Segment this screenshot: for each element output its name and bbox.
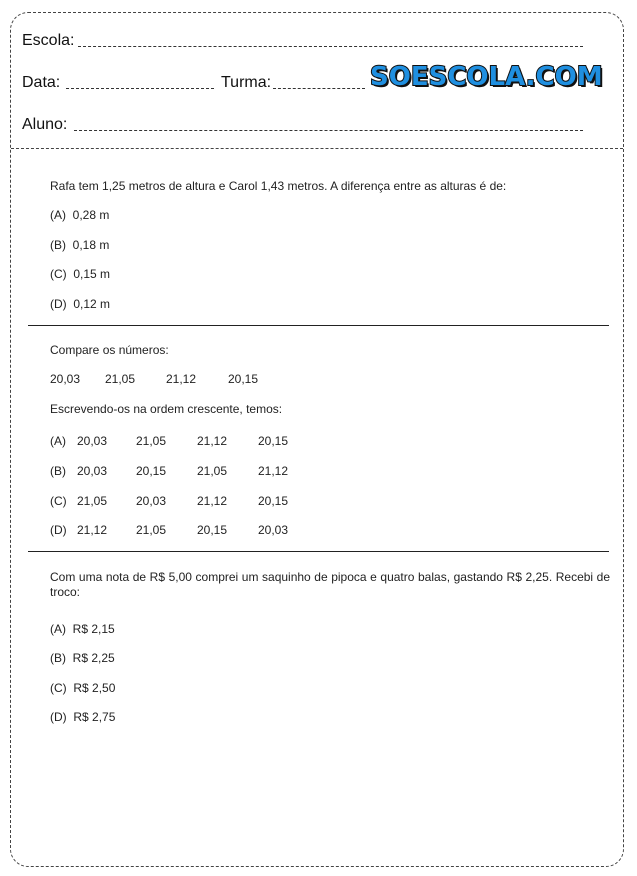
option-value: 20,15 [136, 464, 167, 478]
option-value: 21,12 [197, 434, 228, 448]
option-value: 20,15 [258, 434, 289, 448]
q2-prompt: Compare os números: [50, 343, 169, 357]
student-label: Aluno: [22, 116, 68, 133]
school-fill-line[interactable] [78, 46, 583, 47]
q3-option-c [50, 681, 115, 695]
option-value: 0,12 m [73, 297, 111, 311]
q1-option-a [50, 208, 109, 222]
q2-number: 21,05 [105, 372, 136, 386]
option-value: 21,05 [136, 523, 167, 537]
date-fill-line[interactable] [66, 88, 214, 89]
option-letter: (C) [50, 681, 67, 695]
option-value: R$ 2,75 [73, 710, 116, 724]
class-fill-line[interactable] [273, 88, 365, 89]
option-value: R$ 2,25 [72, 651, 115, 665]
option-letter: (C) [50, 494, 67, 508]
option-value: 20,03 [258, 523, 289, 537]
option-value: 21,05 [197, 464, 228, 478]
option-letter: (B) [50, 238, 66, 252]
q1-option-d [50, 297, 110, 311]
date-label: Data: [22, 74, 61, 91]
q3-option-b [50, 651, 115, 665]
site-logo: SOESCOLA.COM [370, 62, 603, 92]
option-value: 21,12 [258, 464, 289, 478]
option-value: 20,15 [258, 494, 289, 508]
q1-option-c [50, 267, 110, 281]
option-letter: (A) [50, 622, 66, 636]
option-value: 0,18 m [72, 238, 110, 252]
q1-prompt: Rafa tem 1,25 metros de altura e Carol 1,43 metros. A diferença entre as alturas é de: [50, 179, 507, 193]
option-value: 20,15 [197, 523, 228, 537]
option-value: 21,12 [77, 523, 108, 537]
option-letter: (A) [50, 208, 66, 222]
option-value: 20,03 [77, 464, 108, 478]
q3-option-d [50, 710, 115, 724]
option-value: R$ 2,50 [73, 681, 116, 695]
q3-prompt: Com uma nota de R$ 5,00 comprei um saquinho de pipoca e quatro balas, gastando R$ 2,25. Recebi de troco: [50, 570, 610, 599]
option-value: R$ 2,15 [72, 622, 115, 636]
q2-number: 20,03 [50, 372, 81, 386]
option-value: 21,12 [197, 494, 228, 508]
question-divider [28, 325, 609, 326]
q1-option-b [50, 238, 109, 252]
option-value: 0,15 m [73, 267, 111, 281]
q2-number: 20,15 [228, 372, 259, 386]
option-letter: (D) [50, 523, 67, 537]
option-letter: (D) [50, 710, 67, 724]
option-value: 20,03 [77, 434, 108, 448]
q3-option-a [50, 622, 115, 636]
student-fill-line[interactable] [74, 130, 583, 131]
option-letter: (C) [50, 267, 67, 281]
option-value: 21,05 [77, 494, 108, 508]
school-label: Escola: [22, 32, 75, 49]
header-divider [11, 148, 623, 149]
option-letter: (A) [50, 434, 66, 448]
question-divider [28, 551, 609, 552]
class-label: Turma: [221, 74, 272, 91]
q2-instruction: Escrevendo-os na ordem crescente, temos: [50, 402, 283, 416]
q2-number: 21,12 [166, 372, 197, 386]
option-letter: (B) [50, 464, 66, 478]
option-value: 21,05 [136, 434, 167, 448]
option-value: 20,03 [136, 494, 167, 508]
option-letter: (B) [50, 651, 66, 665]
option-letter: (D) [50, 297, 67, 311]
option-value: 0,28 m [72, 208, 110, 222]
